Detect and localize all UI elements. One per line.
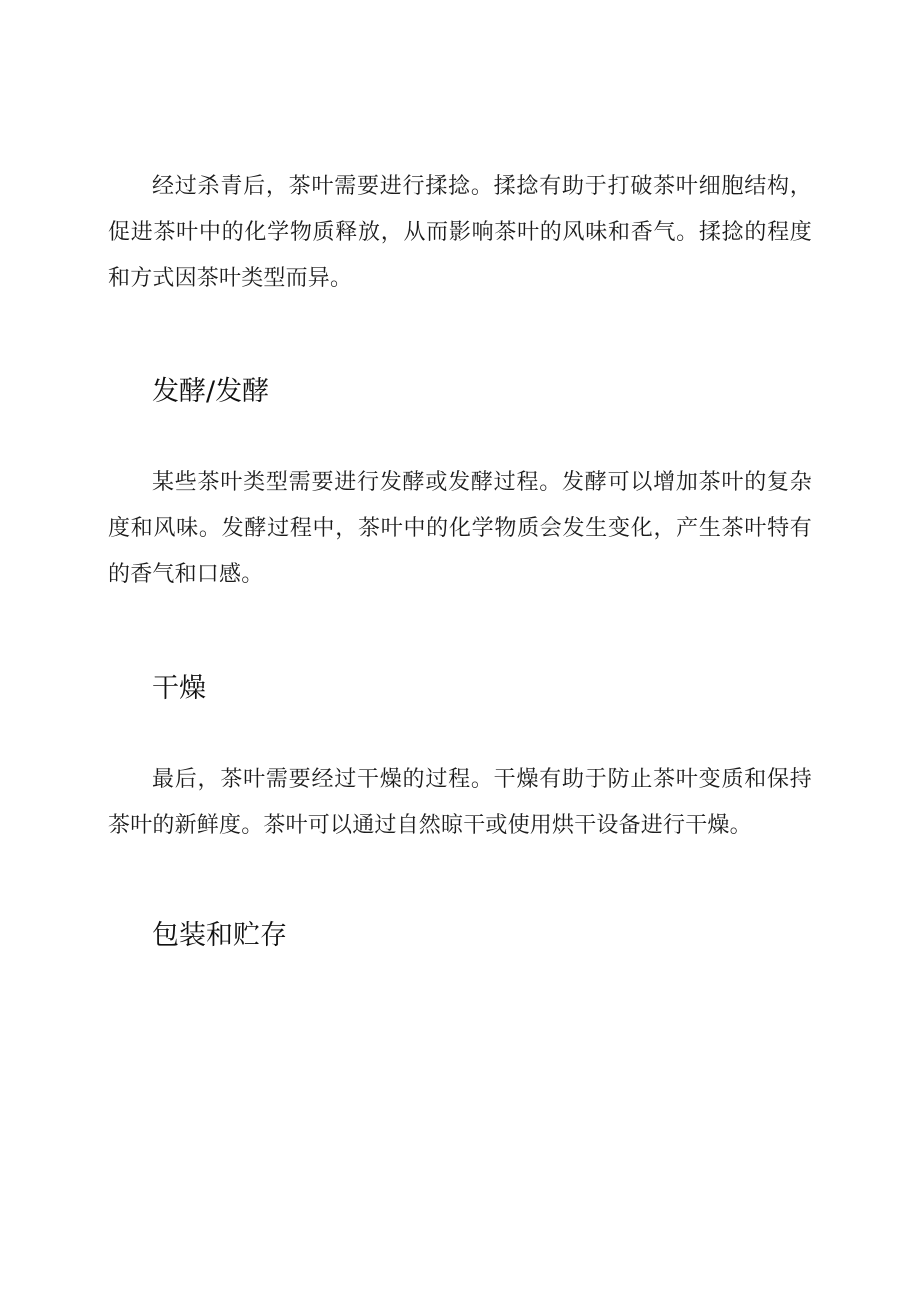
drying-paragraph: 最后，茶叶需要经过干燥的过程。干燥有助于防止茶叶变质和保持茶叶的新鲜度。茶叶可以通过自然晾干或使用烘干设备进行干燥。 <box>108 767 812 838</box>
fermentation-heading: 发酵/发酵 <box>152 376 270 407</box>
fermentation-paragraph: 某些茶叶类型需要进行发酵或发酵过程。发酵可以增加茶叶的复杂度和风味。发酵过程中，茶叶中的化学物质会发生变化，产生茶叶特有的香气和口感。 <box>108 470 812 587</box>
rolling-paragraph: 经过杀青后，茶叶需要进行揉捻。揉捻有助于打破茶叶细胞结构，促进茶叶中的化学物质释放，从而影响茶叶的风味和香气。揉捻的程度和方式因茶叶类型而异。 <box>108 174 812 291</box>
packaging-storage-heading: 包装和贮存 <box>152 920 287 951</box>
drying-heading: 干燥 <box>152 673 206 704</box>
